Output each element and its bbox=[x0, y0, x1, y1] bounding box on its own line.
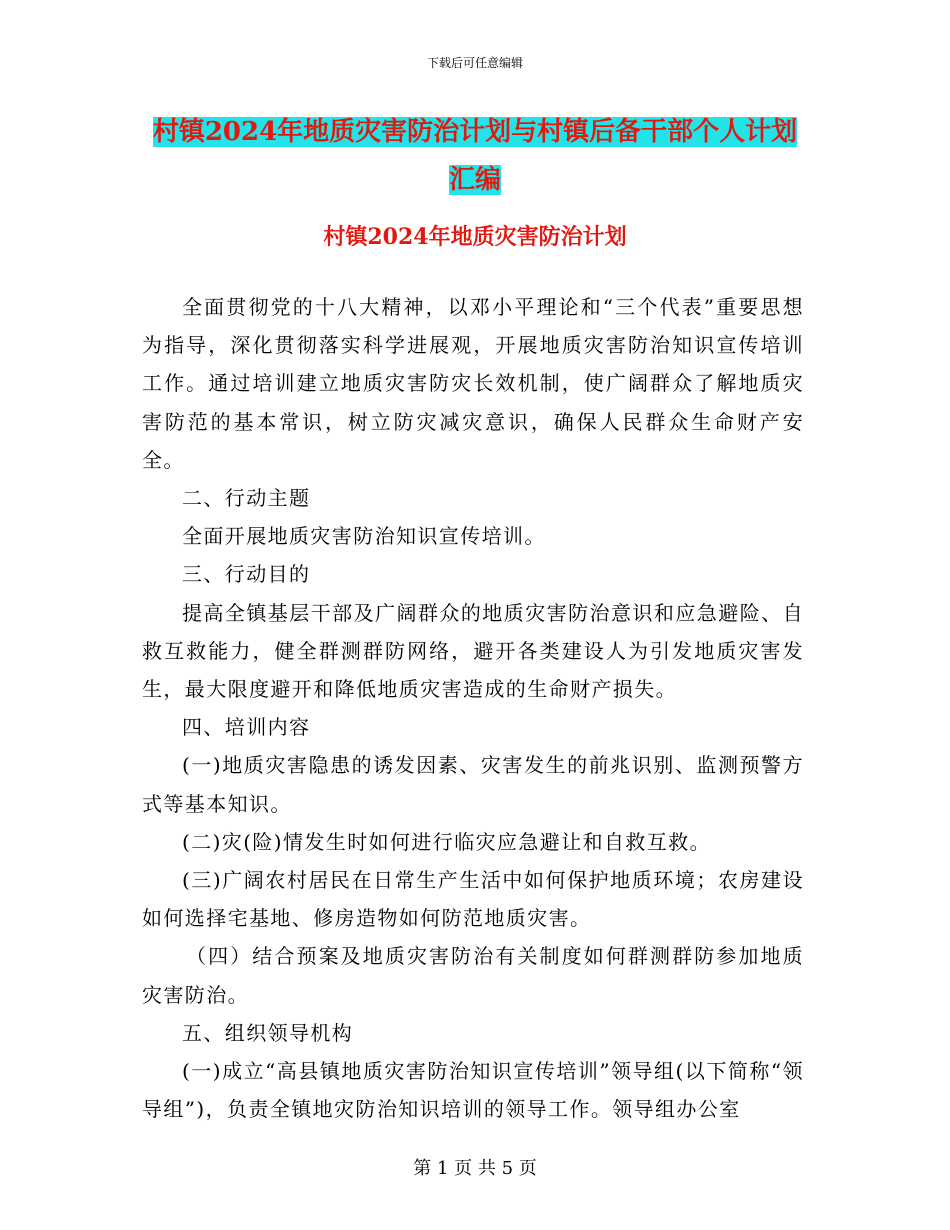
paragraph: 提高全镇基层干部及广阔群众的地质灾害防治意识和应急避险、自救互救能力，健全群测群防网络，避开各类建设人为引发地质灾害发生，最大限度避开和降低地质灾害造成的生命财产损失。 bbox=[142, 600, 804, 702]
section-title: 村镇2024年地质灾害防治计划 bbox=[323, 224, 627, 250]
document-body bbox=[142, 288, 804, 1128]
page-footer: 第 1 页 共 5 页 bbox=[413, 1158, 537, 1179]
paragraph: (一)地质灾害隐患的诱发因素、灾害发生的前兆识别、监测预警方式等基本知识。 bbox=[142, 753, 804, 816]
paragraph: (一)成立“高县镇地质灾害防治知识宣传培训”领导组(以下简称“领导组”)，负责全镇地灾防治知识培训的领导工作。领导组办公室 bbox=[142, 1059, 804, 1122]
paragraph: (二)灾(险)情发生时如何进行临灾应急避让和自救互救。 bbox=[182, 829, 712, 854]
paragraph: 三、行动目的 bbox=[182, 562, 311, 587]
paragraph: (三)广阔农村居民在日常生产生活中如何保护地质环境；农房建设如何选择宅基地、修房造物如何防范地质灾害。 bbox=[142, 868, 804, 931]
header-note: 下载后可任意编辑 bbox=[426, 56, 523, 70]
paragraph: 全面贯彻党的十八大精神，以邓小平理论和“三个代表”重要思想为指导，深化贯彻落实科学进展观，开展地质灾害防治知识宣传培训工作。通过培训建立地质灾害防灾长效机制，使广阔群众了解地质灾害防范的基本常识，树立防灾减灾意识，确保人民群众生命财产安全。 bbox=[142, 295, 804, 472]
paragraph: 全面开展地质灾害防治知识宣传培训。 bbox=[182, 524, 546, 549]
paragraph: 五、组织领导机构 bbox=[182, 1020, 354, 1045]
paragraph: 二、行动主题 bbox=[182, 486, 311, 511]
document-title bbox=[140, 108, 810, 204]
paragraph: （四）结合预案及地质灾害防治有关制度如何群测群防参加地质灾害防治。 bbox=[142, 944, 804, 1007]
document-title-text: 村镇2024年地质灾害防治计划与村镇后备干部个人计划汇编 bbox=[152, 117, 798, 195]
paragraph: 四、培训内容 bbox=[182, 715, 311, 740]
